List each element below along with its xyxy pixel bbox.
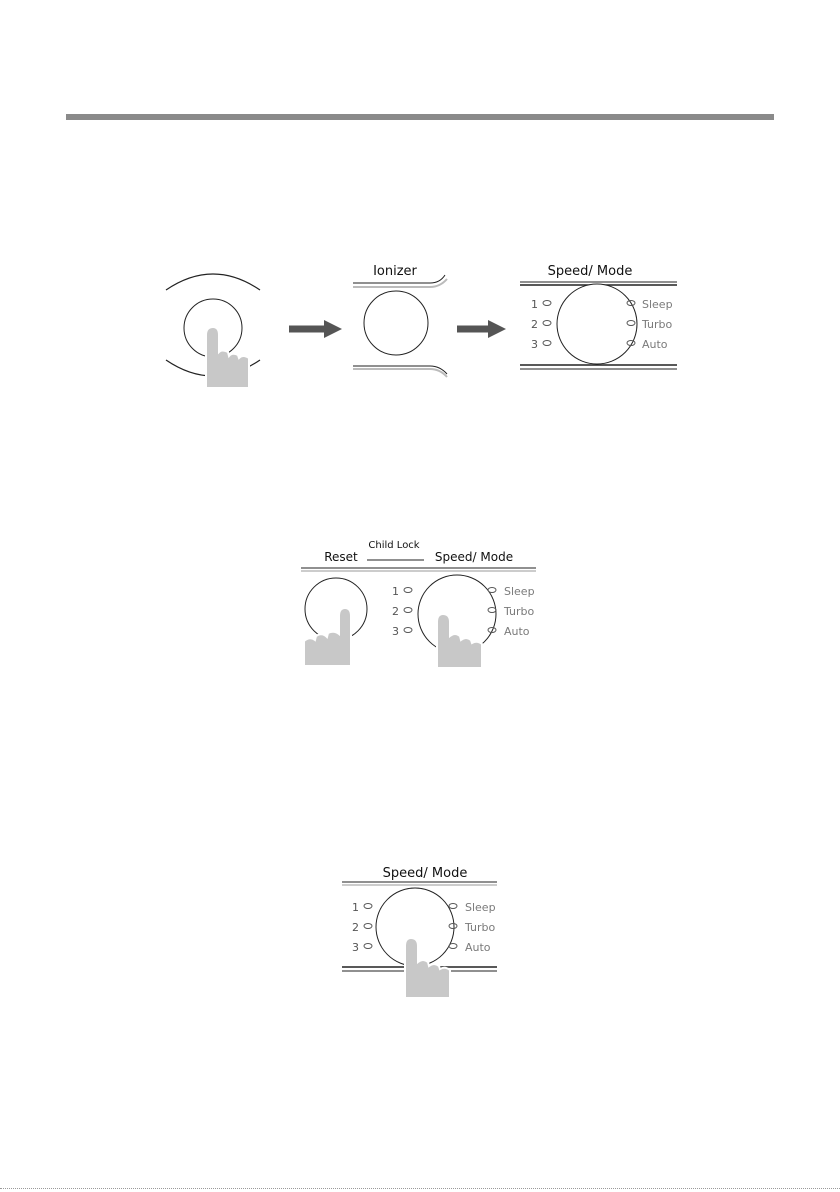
ionizer-panel <box>353 264 447 377</box>
turbo-label: Turbo <box>642 318 673 331</box>
sleep-label: Sleep <box>465 901 496 914</box>
speed-1-label: 1 <box>531 298 538 311</box>
speed-1-label: 1 <box>352 901 359 914</box>
page-bottom-border <box>0 1188 840 1189</box>
speed-3-label: 3 <box>392 625 399 638</box>
ionizer-label: Ionizer <box>373 264 417 279</box>
speed-2-label: 2 <box>531 318 538 331</box>
child-lock-label: Child Lock <box>368 540 420 551</box>
speed-mode-button[interactable] <box>557 284 637 364</box>
speed-mode-label: Speed/ Mode <box>434 550 514 564</box>
turbo-label: Turbo <box>504 605 535 618</box>
auto-label: Auto <box>504 625 530 638</box>
auto-label: Auto <box>465 941 491 954</box>
arrow-right-icon <box>289 320 342 338</box>
speed-mode-panel <box>520 264 677 369</box>
sleep-label: Sleep <box>642 298 673 311</box>
speed-2-label: 2 <box>352 921 359 934</box>
turbo-label: Turbo <box>465 921 496 934</box>
panel-curve-top <box>166 274 260 290</box>
arrow-right-icon <box>457 320 506 338</box>
speed-mode-label: Speed/ Mode <box>547 264 633 279</box>
power-button-panel <box>166 274 260 388</box>
speed-3-label: 3 <box>531 338 538 351</box>
speed-3-label: 3 <box>352 941 359 954</box>
reset-label: Reset <box>324 550 358 564</box>
speed-mode-label: Speed/ Mode <box>382 866 468 881</box>
ionizer-button[interactable] <box>364 291 428 355</box>
speed-2-label: 2 <box>392 605 399 618</box>
speed-1-led-icon <box>543 301 551 306</box>
auto-label: Auto <box>642 338 668 351</box>
speed-1-label: 1 <box>392 585 399 598</box>
speed-2-led-icon <box>543 321 551 326</box>
speed-3-led-icon <box>543 341 551 346</box>
sleep-label: Sleep <box>504 585 535 598</box>
